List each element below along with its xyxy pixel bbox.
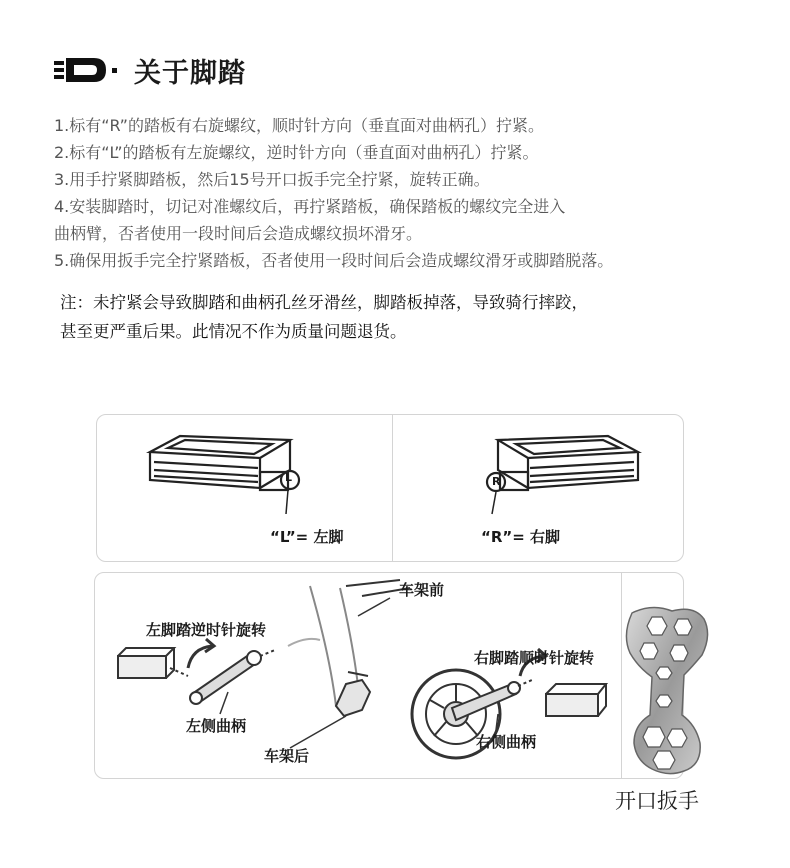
wrench-label: 开口扳手: [615, 789, 699, 813]
instruction-line: 曲柄臂，否者使用一段时间后会造成螺纹损坏滑牙。: [54, 224, 423, 243]
wrench-icon: [622, 605, 714, 775]
left-pedal-caption: “L”= 左脚: [270, 528, 344, 546]
right-pedal-caption: “R”= 右脚: [481, 528, 561, 546]
brand-logo-icon: [54, 55, 120, 85]
right-pedal-mark: R: [492, 475, 501, 488]
warning-note: [60, 288, 760, 346]
right-crank-label: 右侧曲柄: [476, 733, 537, 751]
right-rotate-label: 右脚踏顺时针旋转: [474, 649, 595, 667]
instruction-line: 5.确保用扳手完全拧紧踏板，否者使用一段时间后会造成螺纹滑牙或脚踏脱落。: [54, 251, 614, 270]
frame-rear-label: 车架后: [264, 747, 310, 765]
instruction-list: [54, 112, 754, 274]
section-header: [54, 50, 246, 90]
page-title: 关于脚踏: [134, 57, 246, 89]
instruction-line: 1.标有“R”的踏板有右旋螺纹，顺时针方向（垂直面对曲柄孔）拧紧。: [54, 116, 544, 135]
left-pedal-mark: L: [285, 471, 293, 484]
left-rotate-label: 左脚踏逆时针旋转: [146, 621, 267, 639]
frame-front-label: 车架前: [399, 581, 445, 599]
left-crank-label: 左侧曲柄: [186, 717, 247, 735]
right-pedal-icon: [478, 432, 648, 522]
note-line: 甚至更严重后果。此情况不作为质量问题退货。: [60, 322, 407, 341]
instruction-line: 4.安装脚踏时，切记对准螺纹后，再拧紧踏板，确保踏板的螺纹完全进入: [54, 197, 566, 216]
note-line: 注：未拧紧会导致脚踏和曲柄孔丝牙滑丝，脚踏板掉落，导致骑行摔跤，: [60, 293, 588, 312]
instruction-line: 3.用手拧紧脚踏板，然后15号开口扳手完全拧紧，旋转正确。: [54, 170, 490, 189]
panel-divider: [392, 414, 393, 562]
assembly-diagram-icon: [100, 576, 620, 776]
instruction-line: 2.标有“L”的踏板有左旋螺纹，逆时针方向（垂直面对曲柄孔）拧紧。: [54, 143, 539, 162]
